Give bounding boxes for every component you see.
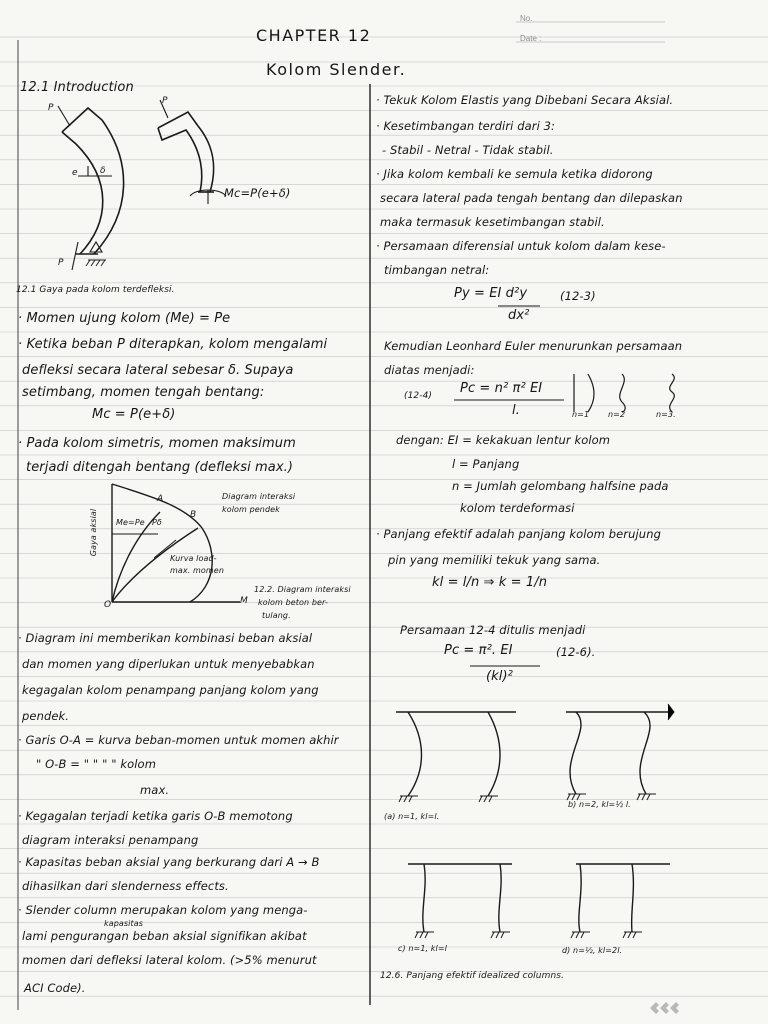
fig2-axis-m: M <box>240 596 248 606</box>
figure-deflected-column <box>40 92 310 277</box>
left-paragraph-5-line-3: max. <box>140 783 170 797</box>
equation-12-4-numerator: Pc = n² π² EI <box>460 381 543 396</box>
left-paragraph-4-line-3: kegagalan kolom penampang panjang kolom yang <box>22 683 319 697</box>
fig2-diagram-label-2: kolom pendek <box>222 505 280 514</box>
fig1-eccentricity-label: e <box>72 168 78 178</box>
definition-l: l = Panjang <box>452 457 520 471</box>
equation-12-3-fraction-bar <box>498 305 542 308</box>
right-paragraph-8-line-1: · Panjang efektif adalah panjang kolom berujung <box>376 527 661 541</box>
right-paragraph-4-line-1: · Jika kolom kembali ke semula ketika didorong <box>376 167 653 181</box>
left-paragraph-8-line-2: lami pengurangan beban aksial signifikan akibat <box>22 929 307 943</box>
equation-12-4-denominator: l. <box>512 403 520 418</box>
left-paragraph-4-line-4: pendek. <box>22 709 70 723</box>
equation-12-4-fraction-bar <box>454 399 574 402</box>
fig1-load-p-right: P <box>162 96 168 106</box>
left-paragraph-1: · Momen ujung kolom (Me) = Pe <box>18 311 231 326</box>
equation-12-3-numerator: Py = EI d²y <box>454 286 528 301</box>
mode-label-n2: n=2 <box>608 410 626 419</box>
right-heading-1: · Tekuk Kolom Elastis yang Dibebani Secara Aksial. <box>376 93 674 107</box>
equation-12-6-numerator: Pc = π². EI <box>444 643 513 658</box>
left-paragraph-2-line-3: setimbang, momen tengah bentang: <box>22 385 265 400</box>
left-paragraph-2-line-1: · Ketika beban P diterapkan, kolom mengalami <box>18 337 328 352</box>
left-paragraph-5-line-2: " O-B = " " " " kolom <box>36 757 156 771</box>
fig1-deflection-label: δ <box>100 166 106 176</box>
left-paragraph-5-line-1: · Garis O-A = kurva beban-momen untuk momen akhir <box>18 733 339 747</box>
equation-12-6-denominator: (kl)² <box>486 669 513 684</box>
equation-effective-length: kl = l/n ⇒ k = 1/n <box>432 575 548 590</box>
mode-label-n1: n=1 <box>572 410 590 419</box>
left-paragraph-8-line-1: · Slender column merupakan kolom yang menga- <box>18 903 308 917</box>
column-case-b: b) n=2, kl=½ l. <box>568 800 631 809</box>
right-paragraph-5-line-2: timbangan netral: <box>384 263 490 277</box>
no-field-label: No. <box>520 14 533 23</box>
right-paragraph-9: Persamaan 12-4 ditulis menjadi <box>400 623 586 637</box>
left-paragraph-6-line-2: diagram interaksi penampang <box>22 833 199 847</box>
equation-12-3-denominator: dx² <box>508 308 530 323</box>
left-paragraph-3-line-2: terjadi ditengah bentang (defleksi max.) <box>26 460 294 475</box>
equation-mc: Mc = P(e+δ) <box>92 407 176 422</box>
fig2-curve-label-1: Kurva load- <box>170 554 217 563</box>
right-paragraph-6-line-2: diatas menjadi: <box>384 363 475 377</box>
left-paragraph-7-line-1: · Kapasitas beban aksial yang berkurang dari A → B <box>18 855 320 869</box>
mode-label-n3: n=3. <box>656 410 676 419</box>
page-title: Kolom Slender. <box>266 60 407 79</box>
chapter-title: CHAPTER 12 <box>256 26 372 45</box>
figure-effective-length-columns <box>380 700 720 960</box>
left-paragraph-7-line-2: dihasilkan dari slenderness effects. <box>22 879 229 893</box>
equation-12-4-number: (12-4) <box>404 391 433 401</box>
definition-n-line-2: kolom terdeformasi <box>460 501 575 515</box>
right-stability-types: - Stabil - Netral - Tidak stabil. <box>382 143 554 157</box>
figure-caption-12-2-line-2: kolom beton ber- <box>258 598 328 607</box>
equation-12-3-number: (12-3) <box>560 289 596 303</box>
fig2-pdelta-label: Pδ <box>152 518 162 527</box>
right-paragraph-6-line-1: Kemudian Leonhard Euler menurunkan persamaan <box>384 339 683 353</box>
figure-caption-12-2-line-1: 12.2. Diagram interaksi <box>254 585 351 594</box>
left-paragraph-8-line-3: momen dari defleksi lateral kolom. (>5% menurut <box>22 953 317 967</box>
equation-12-6-number: (12-6). <box>556 645 596 659</box>
right-heading-2: · Kesetimbangan terdiri dari 3: <box>376 119 556 133</box>
fig1-load-p-top: P <box>48 103 54 113</box>
date-field-label: Date : <box>520 34 542 43</box>
column-case-a: (a) n=1, kl=l. <box>384 812 440 821</box>
right-paragraph-5-line-1: · Persamaan diferensial untuk kolom dalam kese- <box>376 239 666 253</box>
right-paragraph-4-line-3: maka termasuk kesetimbangan stabil. <box>380 215 605 229</box>
fig2-y-axis-label: Gaya aksial <box>89 508 99 557</box>
figure-caption-12-6: 12.6. Panjang efektif idealized columns. <box>380 971 564 981</box>
fig2-diagram-label-1: Diagram interaksi <box>222 492 296 501</box>
left-paragraph-6-line-1: · Kegagalan terjadi ketika garis O-B memotong <box>18 809 293 823</box>
right-paragraph-8-line-2: pin yang memiliki tekuk yang sama. <box>388 553 601 567</box>
fig2-origin-o: O <box>104 600 112 610</box>
fig2-me-label: Me=Pe <box>116 518 145 527</box>
left-paragraph-2-line-2: defleksi secara lateral sebesar δ. Supaya <box>22 363 294 378</box>
equation-12-6-fraction-bar <box>470 665 550 668</box>
column-case-c: c) n=1, kl=l <box>398 944 447 953</box>
definition-ei: dengan: EI = kekakuan lentur kolom <box>396 433 611 447</box>
right-paragraph-4-line-2: secara lateral pada tengah bentang dan dilepaskan <box>380 191 683 205</box>
fig1-moment-label: Mc=P(e+δ) <box>224 186 291 200</box>
left-paragraph-8-line-4: ACI Code). <box>24 981 86 995</box>
definition-n-line-1: n = Jumlah gelombang halfsine pada <box>452 479 669 493</box>
fig2-point-b: B <box>190 510 197 520</box>
fig2-point-a: A <box>157 494 164 504</box>
fig1-load-p-bottom: P <box>58 258 64 268</box>
notebook-brand-mark <box>648 1000 688 1016</box>
figure-caption-12-2-line-3: tulang. <box>262 611 291 620</box>
section-heading: 12.1 Introduction <box>20 80 134 95</box>
fig2-curve-label-2: max. momen <box>170 566 224 575</box>
left-paragraph-3-line-1: · Pada kolom simetris, momen maksimum <box>18 436 296 451</box>
column-case-d: d) n=½, kl=2l. <box>562 946 623 955</box>
left-paragraph-4-line-2: dan momen yang diperlukan untuk menyebabkan <box>22 657 315 671</box>
left-paragraph-8-note: kapasitas <box>104 919 144 928</box>
figure-caption-12-1: 12.1 Gaya pada kolom terdefleksi. <box>16 285 175 295</box>
left-paragraph-4-line-1: · Diagram ini memberikan kombinasi beban aksial <box>18 631 313 645</box>
